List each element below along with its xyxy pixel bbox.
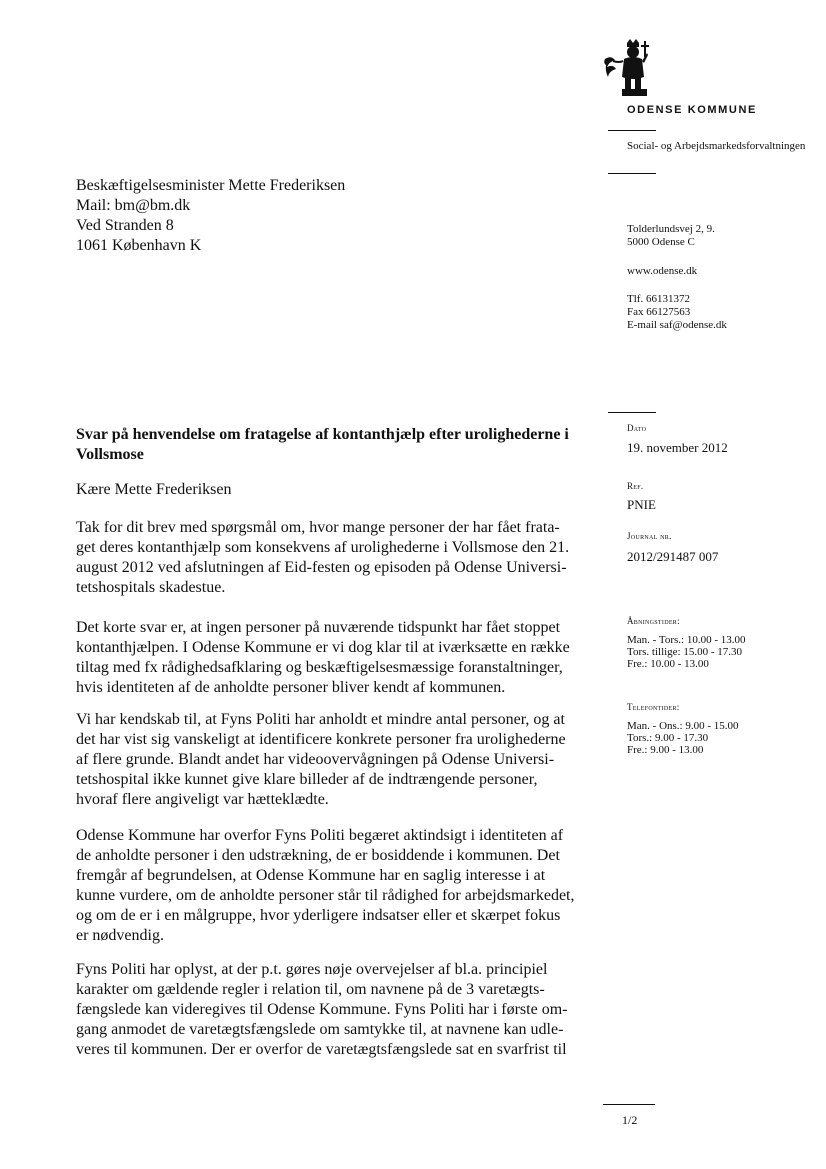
recipient-city: 1061 København K [76, 237, 202, 254]
recipient-name: Beskæftigelsesminister Mette Frederiksen [76, 177, 346, 194]
body-line: hvis identiteten af de anholdte personer bliver kendt af kommunen. [76, 679, 506, 696]
body-line: fængslede kan videregives til Odense Kommune. Fyns Politi har i første om- [76, 1001, 568, 1018]
letter-greeting: Kære Mette Frederiksen [76, 481, 232, 498]
body-line: tetshospital ikke kunnet give klare billeder af de indtrængende personer, [76, 771, 538, 788]
body-line: af flere grunde. Blandt andet har videoovervågningen på Odense Universi- [76, 751, 555, 768]
odense-crest-logo [603, 33, 649, 97]
body-line: august 2012 ved afslutningen af Eid-festen og episoden på Odense Universi- [76, 559, 567, 576]
body-line: tiltag med fx rådighedsafklaring og beskæftigelsesmæssige foranstaltninger, [76, 659, 563, 676]
hours-line: Man. - Ons.: 9.00 - 15.00 [627, 720, 739, 732]
sender-contact [627, 293, 727, 332]
body-paragraph-2 [76, 618, 602, 698]
sender-email: E-mail saf@odense.dk [627, 319, 727, 331]
divider [608, 173, 656, 174]
recipient-mail: Mail: bm@bm.dk [76, 197, 191, 214]
body-line: Fyns Politi har oplyst, at der p.t. gøres nøje overvejelser af bl.a. principiel [76, 961, 548, 978]
body-line: fremgår af begrundelsen, at Odense Kommune har en saglig interesse i at [76, 867, 546, 884]
body-line: karakter om gældende regler i relation til, om navnene på de 3 varetægts- [76, 981, 545, 998]
department-name: Social- og Arbejdsmarkedsforvaltningen [627, 140, 806, 152]
phone-hours-label: Telefontider: [627, 702, 680, 712]
hours-line: Fre.: 9.00 - 13.00 [627, 744, 704, 756]
hours-line: Tors.: 9.00 - 17.30 [627, 732, 709, 744]
opening-hours-list [627, 634, 746, 670]
sender-address-line1: Tolderlundsvej 2, 9. [627, 223, 715, 235]
ref-label: Ref. [627, 481, 644, 491]
sender-fax: Fax 66127563 [627, 306, 691, 318]
body-line: det har vist sig vanskeligt at identificere konkrete personer fra urolighederne [76, 731, 566, 748]
divider [603, 1104, 655, 1105]
body-line: er nødvendig. [76, 927, 164, 944]
sender-website: www.odense.dk [627, 265, 698, 277]
body-paragraph-5 [76, 960, 602, 1060]
body-paragraph-3 [76, 710, 602, 810]
letter-subject: Svar på henvendelse om fratagelse af kontanthjælp efter urolighederne i Vollsmose [76, 426, 569, 463]
page-number: 1/2 [622, 1113, 638, 1127]
body-line: get deres kontanthjælp som konsekvens af urolighederne i Vollsmose den 21. [76, 539, 570, 556]
recipient-address-block [76, 176, 345, 256]
body-line: de anholdte personer i den udstrækning, de er bosiddende i kommunen. Det [76, 847, 560, 864]
body-line: kontanthjælpen. I Odense Kommune er vi dog klar til at iværksætte en række [76, 639, 570, 656]
phone-hours-list [627, 720, 739, 756]
ref-value: PNIE [627, 497, 656, 512]
body-line: veres til kommunen. Der er overfor de varetægtsfængslede sat en svarfrist til [76, 1041, 567, 1058]
body-line: Odense Kommune har overfor Fyns Politi begæret aktindsigt i identiteten af [76, 827, 564, 844]
body-line: Tak for dit brev med spørgsmål om, hvor mange personer der har fået frata- [76, 519, 560, 536]
sender-phone: Tlf. 66131372 [627, 293, 690, 305]
hours-line: Fre.: 10.00 - 13.00 [627, 658, 709, 670]
hours-line: Tors. tillige: 15.00 - 17.30 [627, 646, 743, 658]
body-line: Vi har kendskab til, at Fyns Politi har anholdt et mindre antal personer, og at [76, 711, 565, 728]
body-line: kunne vurdere, om de anholdte personer står til rådighed for arbejdsmarkedet, [76, 887, 575, 904]
hours-line: Man. - Tors.: 10.00 - 13.00 [627, 634, 746, 646]
body-paragraph-4 [76, 826, 602, 946]
body-paragraph-1 [76, 518, 602, 598]
recipient-street: Ved Stranden 8 [76, 217, 174, 234]
divider [608, 130, 656, 131]
body-line: tetshospitals skadestue. [76, 579, 226, 596]
body-line: og om de er i en målgruppe, hvor yderligere indsatser eller et skærpet fokus [76, 907, 561, 924]
opening-hours-label: Åbningstider: [627, 616, 680, 626]
sender-address [627, 223, 715, 249]
date-value: 19. november 2012 [627, 440, 728, 455]
body-line: gang anmodet de varetægtsfængslede om samtykke til, at navnene kan udle- [76, 1021, 564, 1038]
journal-value: 2012/291487 007 [627, 549, 719, 564]
body-line: Det korte svar er, at ingen personer på nuværende tidspunkt har fået stoppet [76, 619, 561, 636]
body-line: hvoraf flere angiveligt var hætteklædte. [76, 791, 329, 808]
organization-name: ODENSE KOMMUNE [627, 104, 757, 116]
journal-label: Journal nr. [627, 531, 672, 541]
divider [608, 412, 656, 413]
date-label: Dato [627, 423, 647, 433]
sender-address-line2: 5000 Odense C [627, 236, 695, 248]
